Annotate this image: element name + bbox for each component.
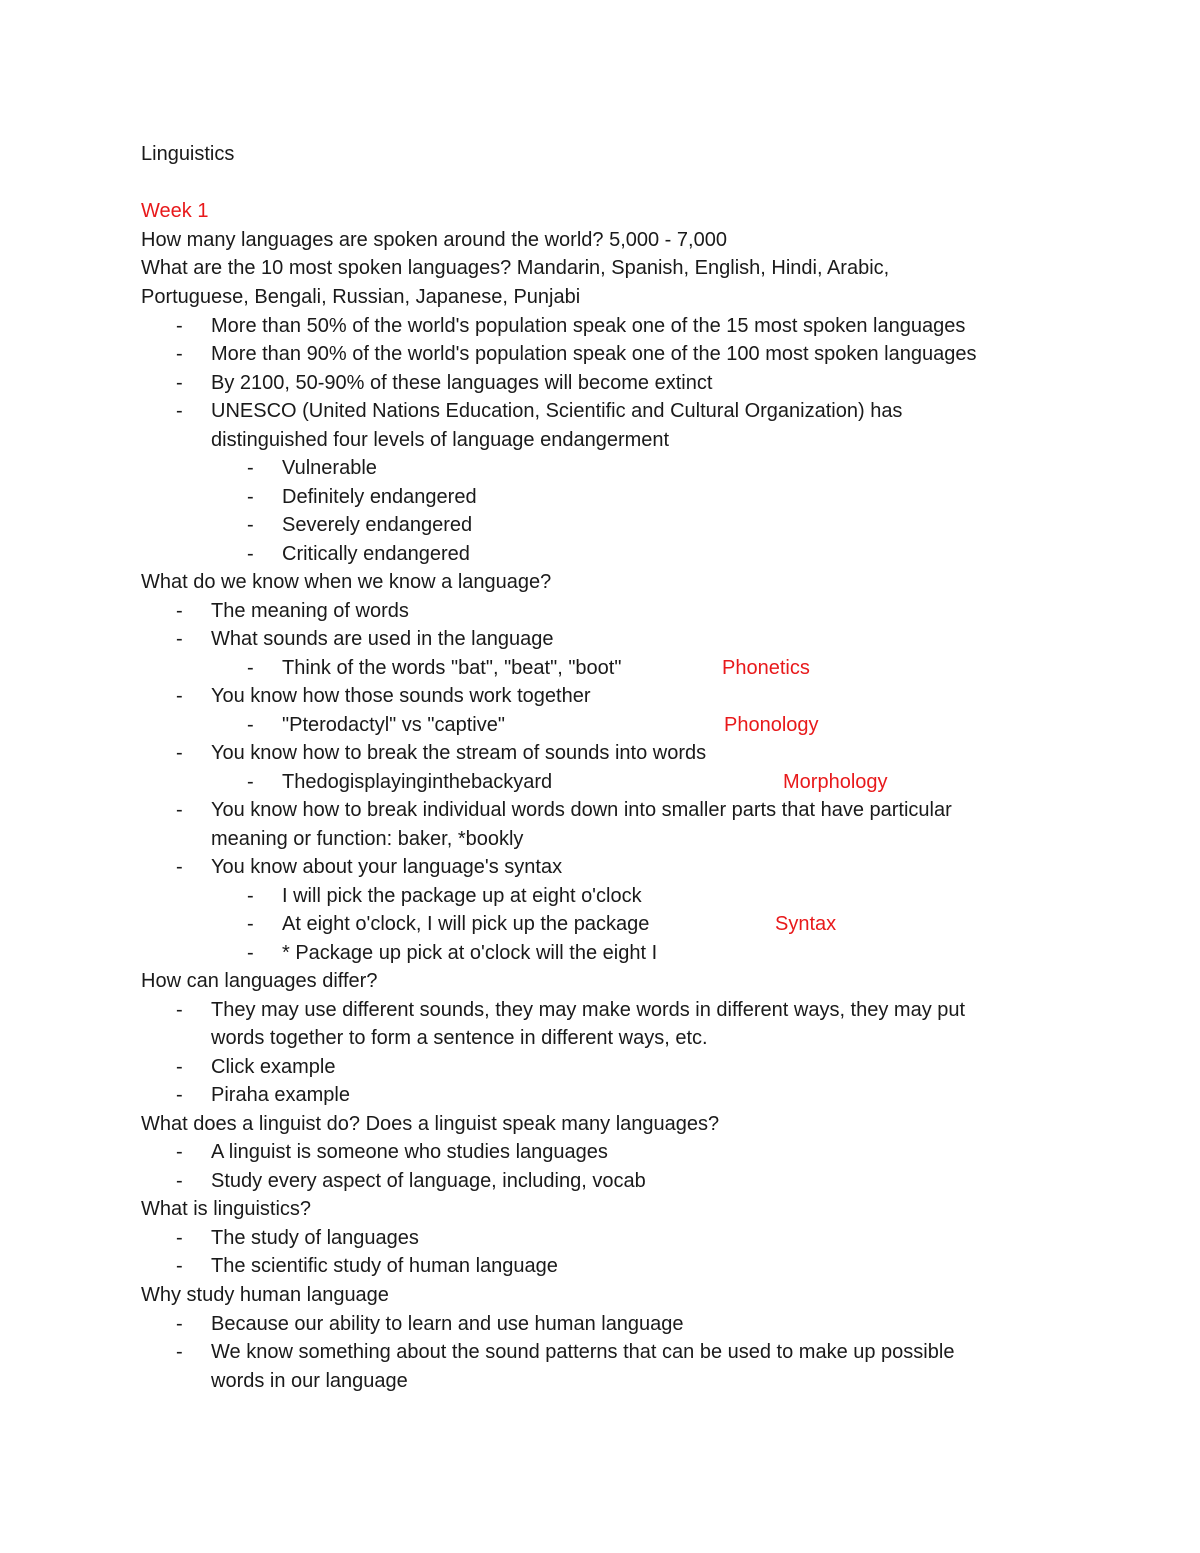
bullet-dash: - [176, 372, 183, 394]
question-line: What are the 10 most spoken languages? Mandarin, Spanish, English, Hindi, Arabic, [141, 257, 890, 279]
bullet-item-continued: words in our language [211, 1370, 408, 1392]
bullet-dash: - [176, 1341, 183, 1363]
bullet-item-continued: words together to form a sentence in different ways, etc. [211, 1027, 708, 1049]
sub-bullet-item: Critically endangered [282, 543, 470, 565]
bullet-dash: - [176, 856, 183, 878]
bullet-item: You know how those sounds work together [211, 685, 591, 707]
bullet-item: You know how to break individual words down into smaller parts that have particular [211, 799, 952, 821]
bullet-item: A linguist is someone who studies languages [211, 1141, 608, 1163]
bullet-item: More than 50% of the world's population speak one of the 15 most spoken languages [211, 315, 966, 337]
sub-bullet-dash: - [247, 771, 254, 793]
sub-bullet-dash: - [247, 457, 254, 479]
sub-bullet-dash: - [247, 657, 254, 679]
sub-bullet-dash: - [247, 885, 254, 907]
question-line: What is linguistics? [141, 1198, 312, 1220]
sub-bullet-item: I will pick the package up at eight o'clock [282, 885, 642, 907]
question-line: How many languages are spoken around the world? 5,000 - 7,000 [141, 229, 727, 251]
bullet-dash: - [176, 1255, 183, 1277]
bullet-item: Study every aspect of language, including, vocab [211, 1170, 646, 1192]
sub-bullet-item: At eight o'clock, I will pick up the package [282, 913, 650, 935]
sub-bullet-item: Severely endangered [282, 514, 473, 536]
bullet-item: We know something about the sound patterns that can be used to make up possible [211, 1341, 955, 1363]
sub-bullet-item: Vulnerable [282, 457, 377, 479]
question-line: What does a linguist do? Does a linguist speak many languages? [141, 1113, 720, 1135]
bullet-item: The meaning of words [211, 600, 409, 622]
bullet-dash: - [176, 400, 183, 422]
annotation-phonology: Phonology [724, 714, 819, 736]
bullet-dash: - [176, 315, 183, 337]
bullet-dash: - [176, 1141, 183, 1163]
sub-bullet-item: Think of the words "bat", "beat", "boot" [282, 657, 622, 679]
annotation-morphology: Morphology [783, 771, 888, 793]
bullet-dash: - [176, 685, 183, 707]
bullet-item: What sounds are used in the language [211, 628, 554, 650]
bullet-dash: - [176, 1056, 183, 1078]
annotation-phonetics: Phonetics [722, 657, 810, 679]
sub-bullet-dash: - [247, 486, 254, 508]
bullet-dash: - [176, 1084, 183, 1106]
bullet-dash: - [176, 799, 183, 821]
bullet-item: Piraha example [211, 1084, 350, 1106]
bullet-item: Click example [211, 1056, 336, 1078]
question-line: How can languages differ? [141, 970, 378, 992]
bullet-dash: - [176, 600, 183, 622]
sub-bullet-item: Definitely endangered [282, 486, 477, 508]
bullet-item: More than 90% of the world's population speak one of the 100 most spoken languages [211, 343, 977, 365]
sub-bullet-dash: - [247, 714, 254, 736]
sub-bullet-item: "Pterodactyl" vs "captive" [282, 714, 505, 736]
bullet-dash: - [176, 1170, 183, 1192]
bullet-item: Because our ability to learn and use human language [211, 1313, 684, 1335]
bullet-item: By 2100, 50-90% of these languages will become extinct [211, 372, 713, 394]
bullet-dash: - [176, 628, 183, 650]
bullet-dash: - [176, 1313, 183, 1335]
bullet-item: You know about your language's syntax [211, 856, 563, 878]
bullet-item: The study of languages [211, 1227, 419, 1249]
sub-bullet-dash: - [247, 913, 254, 935]
week-heading: Week 1 [141, 200, 209, 222]
bullet-item-continued: distinguished four levels of language endangerment [211, 429, 670, 451]
bullet-dash: - [176, 999, 183, 1021]
question-line: Why study human language [141, 1284, 389, 1306]
bullet-item: UNESCO (United Nations Education, Scientific and Cultural Organization) has [211, 400, 903, 422]
bullet-item-continued: meaning or function: baker, *bookly [211, 828, 524, 850]
bullet-dash: - [176, 1227, 183, 1249]
sub-bullet-dash: - [247, 514, 254, 536]
bullet-item: The scientific study of human language [211, 1255, 558, 1277]
bullet-dash: - [176, 343, 183, 365]
bullet-dash: - [176, 742, 183, 764]
annotation-syntax: Syntax [775, 913, 837, 935]
bullet-item: They may use different sounds, they may make words in different ways, they may put [211, 999, 966, 1021]
document-title: Linguistics [141, 143, 235, 165]
bullet-item: You know how to break the stream of sounds into words [211, 742, 707, 764]
sub-bullet-item: * Package up pick at o'clock will the eight I [282, 942, 658, 964]
question-line-continued: Portuguese, Bengali, Russian, Japanese, Punjabi [141, 286, 581, 308]
sub-bullet-dash: - [247, 942, 254, 964]
question-line: What do we know when we know a language? [141, 571, 552, 593]
sub-bullet-dash: - [247, 543, 254, 565]
sub-bullet-item: Thedogisplayinginthebackyard [282, 771, 553, 793]
